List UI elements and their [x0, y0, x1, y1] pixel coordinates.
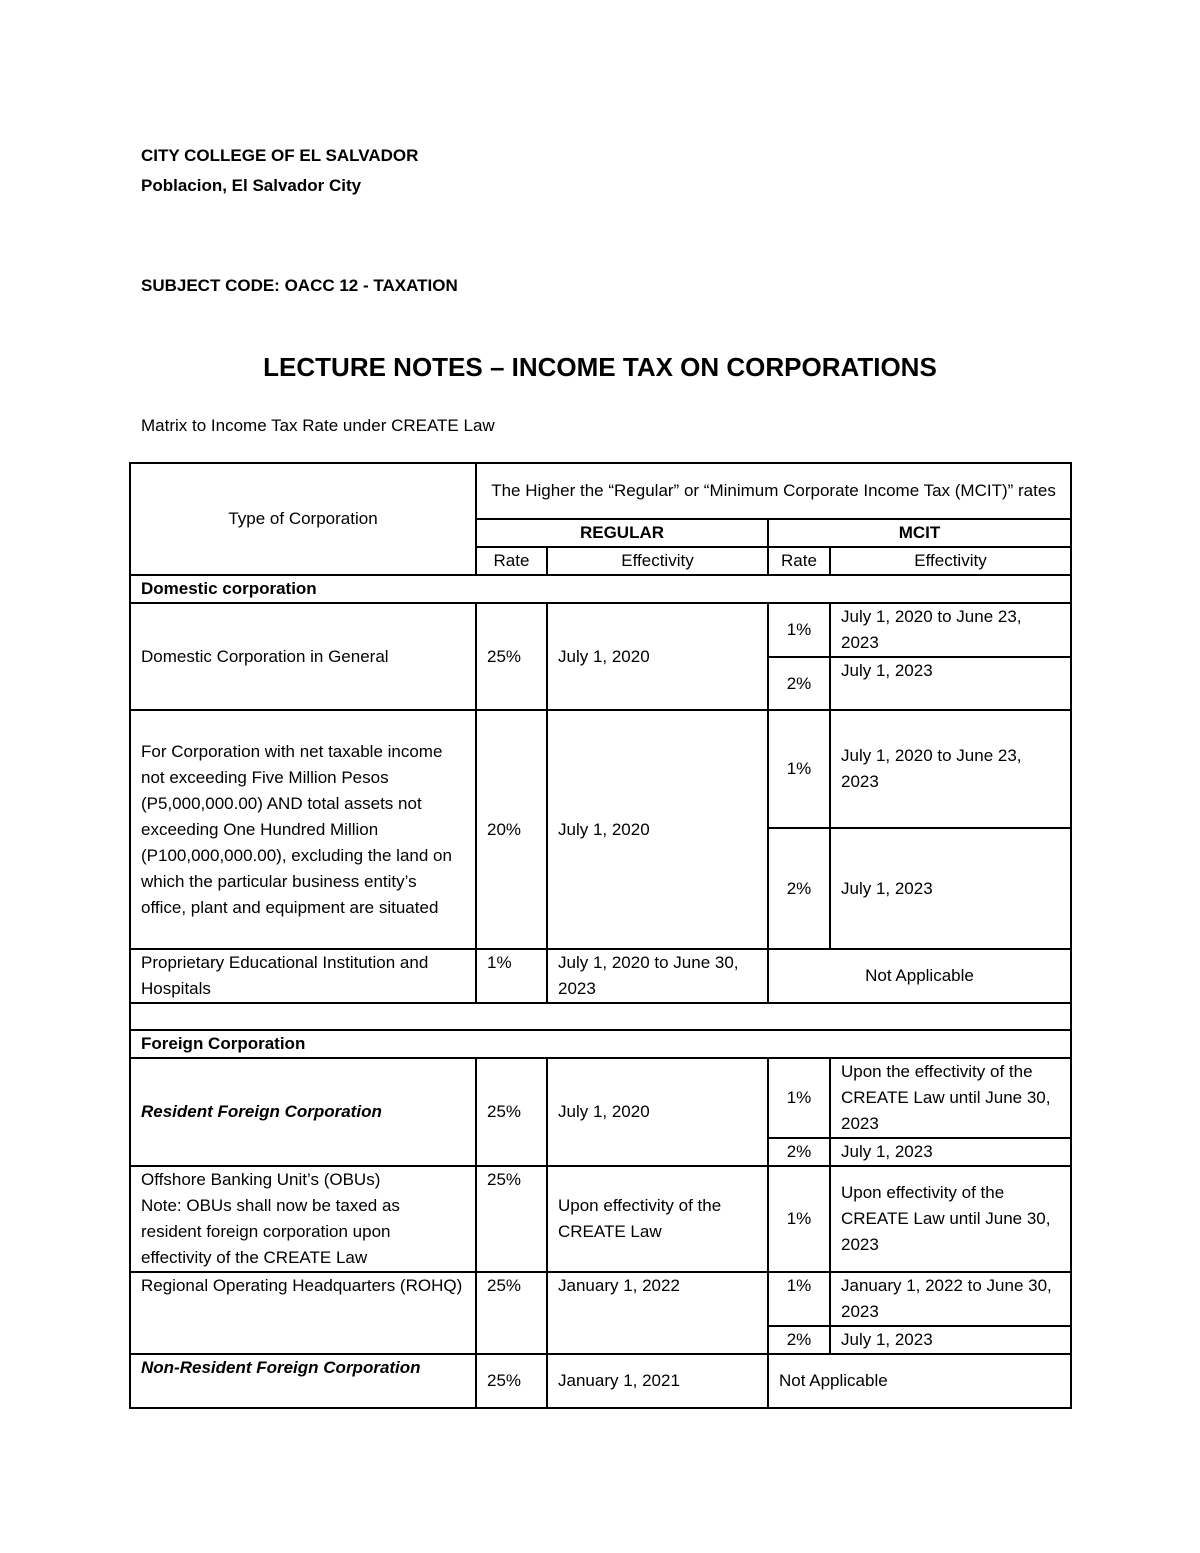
mcit-effectivity-cell: July 1, 2023: [830, 828, 1071, 949]
type-cell: Resident Foreign Corporation: [130, 1058, 476, 1166]
section-domestic: Domestic corporation: [130, 575, 1071, 603]
type-cell: Regional Operating Headquarters (ROHQ): [130, 1272, 476, 1354]
mcit-effectivity-cell: July 1, 2023: [830, 1138, 1071, 1166]
regular-effectivity-cell: Upon effectivity of the CREATE Law: [547, 1166, 768, 1272]
mcit-effectivity-cell: January 1, 2022 to June 30, 2023: [830, 1272, 1071, 1326]
table-row: [130, 949, 1071, 1003]
type-name: Offshore Banking Unit’s (OBUs): [141, 1170, 381, 1189]
table-row: [130, 710, 1071, 828]
mcit-effectivity-cell: Upon the effectivity of the CREATE Law until June 30, 2023: [830, 1058, 1071, 1138]
regular-effectivity-cell: January 1, 2022: [547, 1272, 768, 1354]
mcit-effectivity-cell: July 1, 2023: [830, 657, 1071, 710]
regular-effectivity-header: Effectivity: [547, 547, 768, 575]
regular-header: REGULAR: [476, 519, 768, 547]
table-caption: Matrix to Income Tax Rate under CREATE Law: [141, 416, 495, 435]
section-row: [130, 575, 1071, 603]
spacer-cell: [130, 1003, 1071, 1030]
type-note: Note: OBUs shall now be taxed as resident foreign corporation upon effectivity of the CREATE Law: [141, 1196, 400, 1267]
mcit-rate-cell: 2%: [768, 1326, 830, 1354]
regular-rate-cell: 1%: [476, 949, 547, 1003]
section-row: [130, 1030, 1071, 1058]
table-row: [130, 1354, 1071, 1408]
mcit-rate-cell: 2%: [768, 828, 830, 949]
type-cell: [130, 1166, 476, 1272]
regular-effectivity-cell: July 1, 2020 to June 30, 2023: [547, 949, 768, 1003]
mcit-rate-cell: 1%: [768, 1166, 830, 1272]
table-row: [130, 1272, 1071, 1326]
regular-rate-cell: 25%: [476, 1166, 547, 1272]
regular-rate-header: Rate: [476, 547, 547, 575]
regular-rate-cell: 25%: [476, 1354, 547, 1408]
mcit-rate-cell: 1%: [768, 603, 830, 657]
type-cell: Non-Resident Foreign Corporation: [130, 1354, 476, 1408]
mcit-rate-cell: 1%: [768, 710, 830, 828]
institution-name: CITY COLLEGE OF EL SALVADOR: [141, 146, 419, 165]
col-group-header: The Higher the “Regular” or “Minimum Corporate Income Tax (MCIT)” rates: [476, 463, 1071, 519]
regular-rate-cell: 20%: [476, 710, 547, 949]
mcit-effectivity-cell: July 1, 2020 to June 23, 2023: [830, 710, 1071, 828]
type-cell: For Corporation with net taxable income not exceeding Five Million Pesos (P5,000,000.00) AND total assets not exceeding One Hundred Million (P100,000,000.00), excluding the land on which the particular business entity’s office, plant and equipment are situated: [130, 710, 476, 949]
regular-effectivity-cell: July 1, 2020: [547, 710, 768, 949]
mcit-rate-header: Rate: [768, 547, 830, 575]
regular-effectivity-cell: July 1, 2020: [547, 1058, 768, 1166]
mcit-rate-cell: 2%: [768, 657, 830, 710]
type-cell: Domestic Corporation in General: [130, 603, 476, 710]
mcit-effectivity-cell: July 1, 2020 to June 23, 2023: [830, 603, 1071, 657]
mcit-not-applicable: Not Applicable: [768, 949, 1071, 1003]
col-type-header: Type of Corporation: [130, 463, 476, 575]
regular-effectivity-cell: July 1, 2020: [547, 603, 768, 710]
institution-location: Poblacion, El Salvador City: [141, 176, 362, 195]
spacer-row: [130, 1003, 1071, 1030]
page-title: LECTURE NOTES – INCOME TAX ON CORPORATIONS: [263, 352, 937, 382]
mcit-effectivity-header: Effectivity: [830, 547, 1071, 575]
header-row: [130, 463, 1071, 519]
regular-rate-cell: 25%: [476, 603, 547, 710]
regular-effectivity-cell: January 1, 2021: [547, 1354, 768, 1408]
table-row: [130, 1058, 1071, 1138]
mcit-header: MCIT: [768, 519, 1071, 547]
mcit-not-applicable: Not Applicable: [768, 1354, 1071, 1408]
mcit-effectivity-cell: Upon effectivity of the CREATE Law until June 30, 2023: [830, 1166, 1071, 1272]
type-cell: Proprietary Educational Institution and Hospitals: [130, 949, 476, 1003]
mcit-rate-cell: 1%: [768, 1058, 830, 1138]
table-row: [130, 603, 1071, 657]
mcit-rate-cell: 1%: [768, 1272, 830, 1326]
section-foreign: Foreign Corporation: [130, 1030, 1071, 1058]
tax-rate-matrix: [129, 462, 1072, 1409]
mcit-rate-cell: 2%: [768, 1138, 830, 1166]
mcit-effectivity-cell: July 1, 2023: [830, 1326, 1071, 1354]
subject-code: SUBJECT CODE: OACC 12 - TAXATION: [141, 276, 458, 295]
table-row: [130, 1166, 1071, 1272]
regular-rate-cell: 25%: [476, 1272, 547, 1354]
regular-rate-cell: 25%: [476, 1058, 547, 1166]
